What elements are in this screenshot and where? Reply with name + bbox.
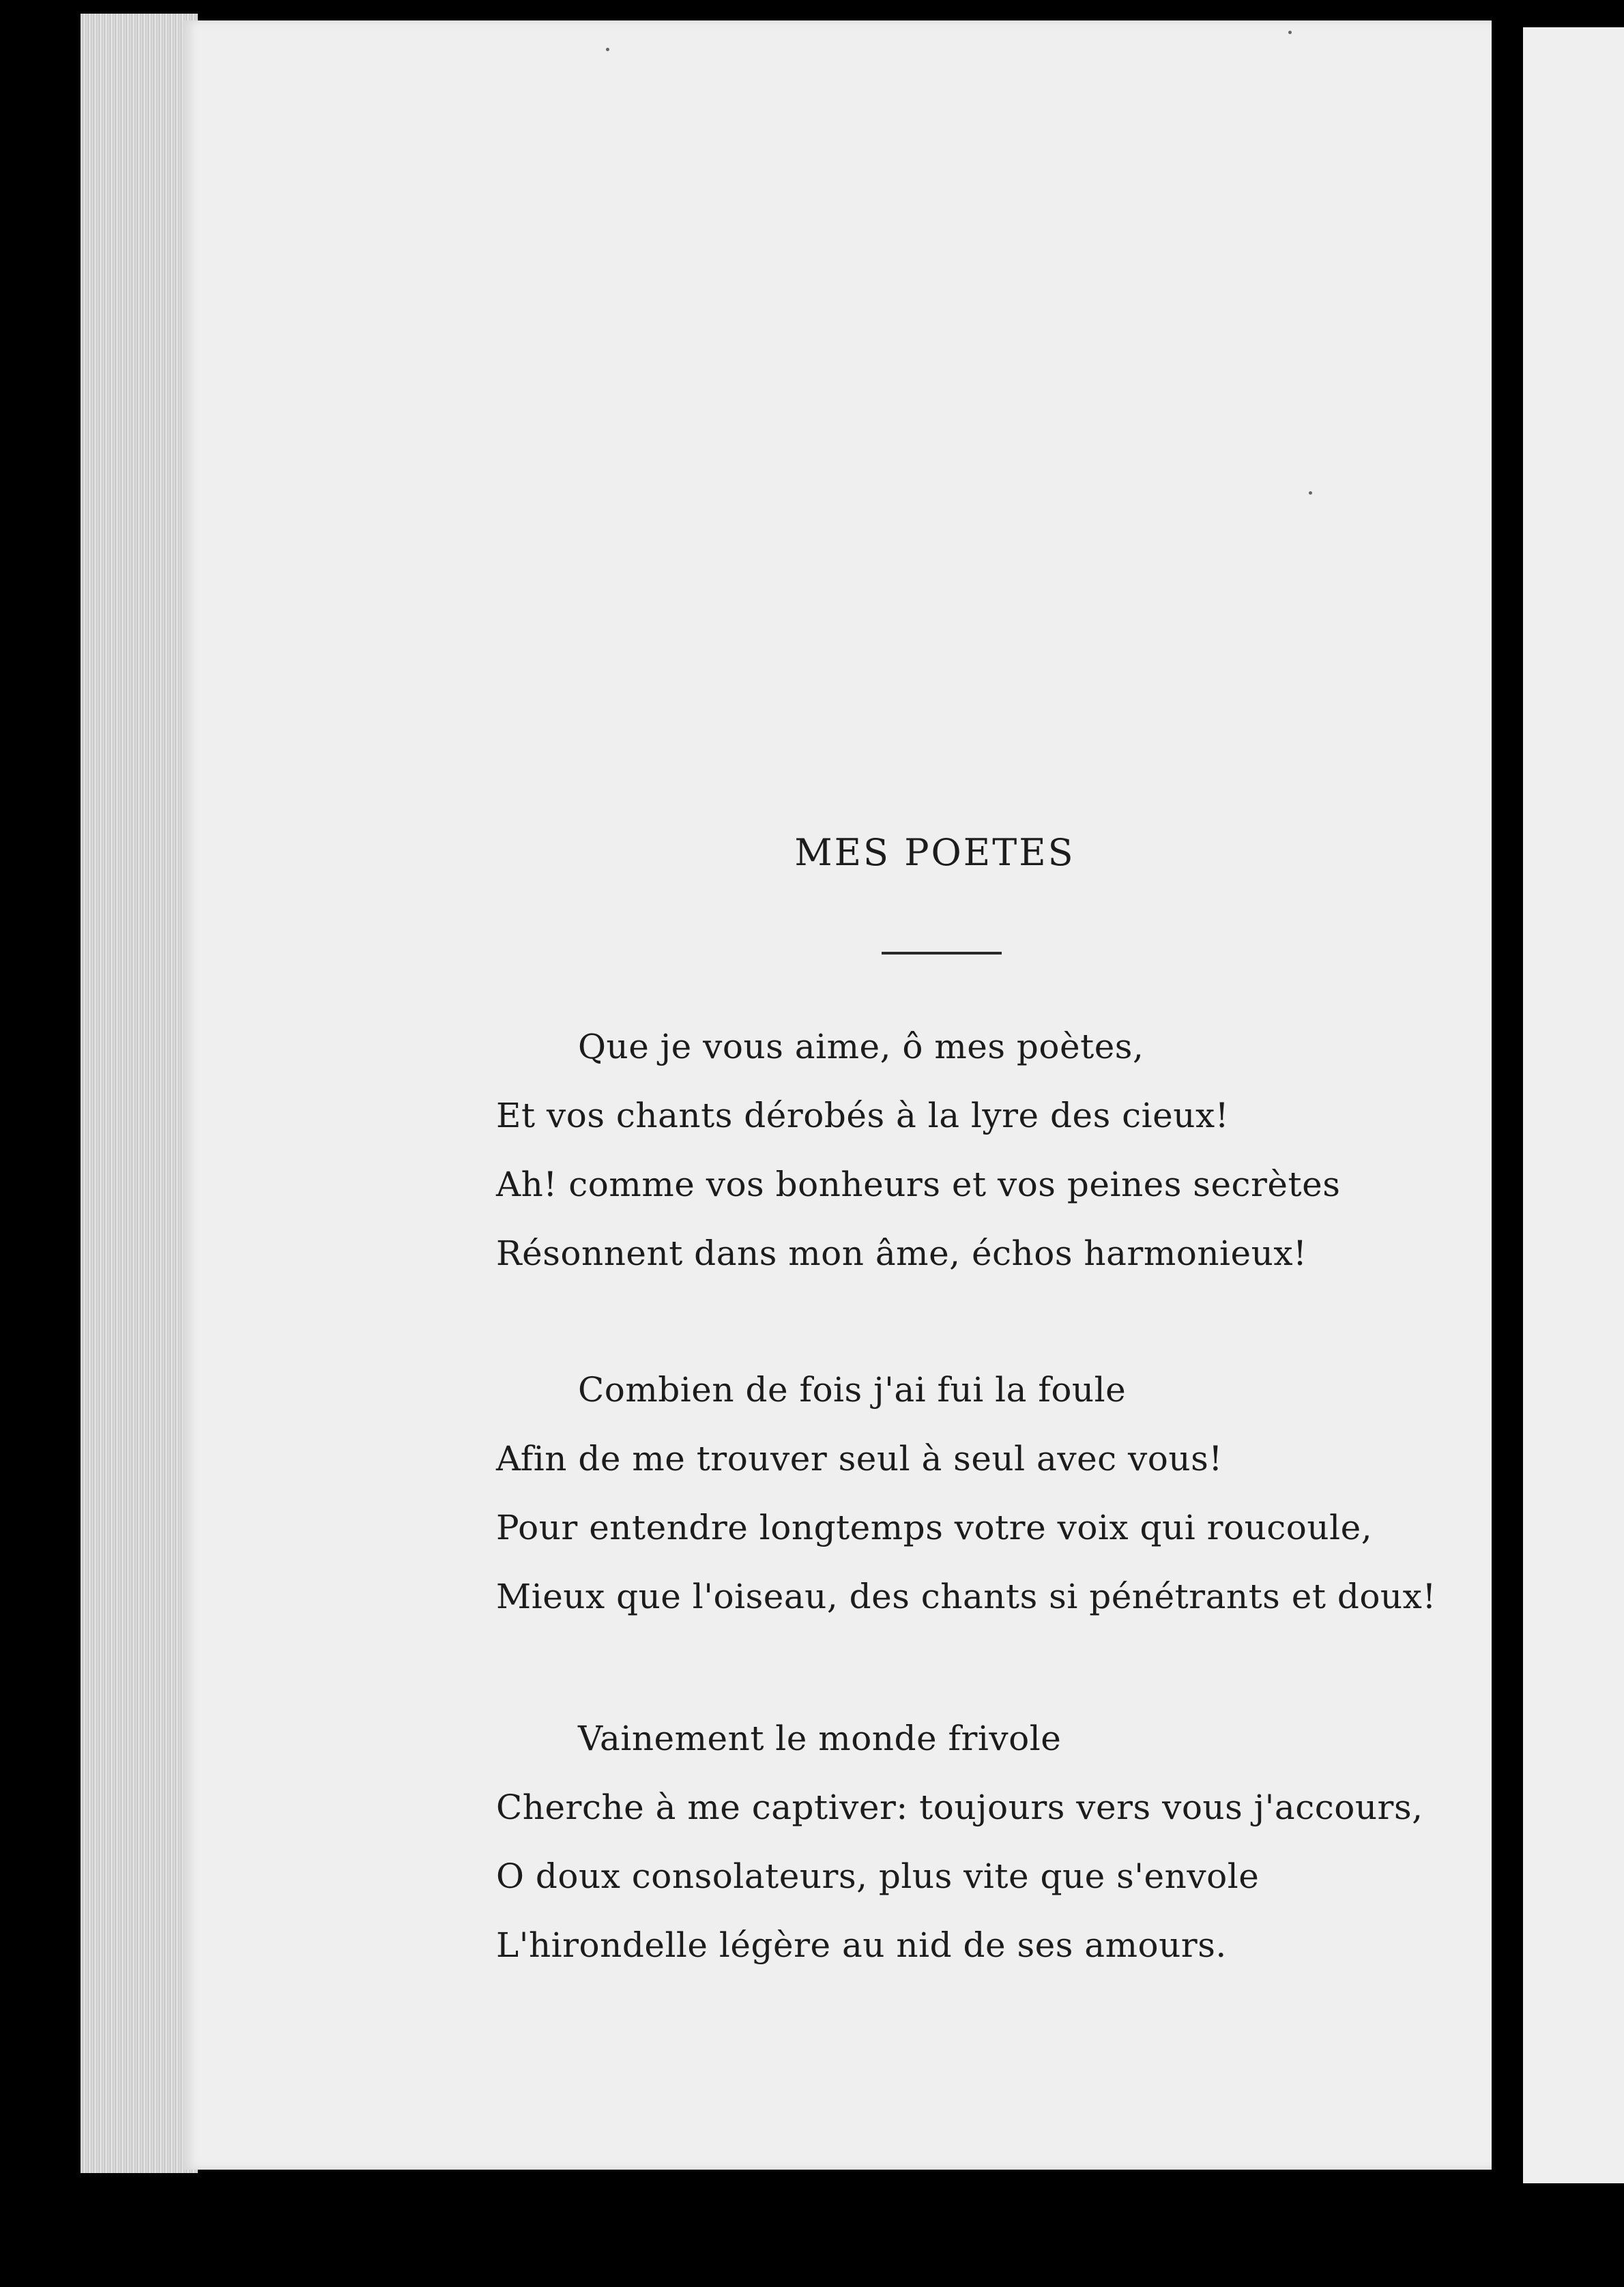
verse-line: Cherche à me captiver: toujours vers vous j'accours, xyxy=(496,1788,1423,1827)
poem-title: MES POETES xyxy=(794,831,1075,874)
verse-line: Afin de me trouver seul à seul avec vous! xyxy=(496,1439,1223,1478)
stanza-3 xyxy=(496,1704,1451,1980)
stanza-2 xyxy=(496,1356,1451,1631)
verse-line: O doux consolateurs, plus vite que s'envole xyxy=(496,1856,1260,1896)
title-rule xyxy=(882,952,1002,955)
verse-line: Résonnent dans mon âme, échos harmonieux! xyxy=(496,1234,1307,1273)
verse-line: Vainement le monde frivole xyxy=(578,1719,1062,1758)
verse-line: Pour entendre longtemps votre voix qui roucoule, xyxy=(496,1508,1373,1547)
verse-line: Et vos chants dérobés à la lyre des cieux! xyxy=(496,1096,1230,1135)
verse-line: Combien de fois j'ai fui la foule xyxy=(578,1370,1127,1410)
ink-speck xyxy=(1309,491,1312,495)
book-page-edges xyxy=(81,14,198,2173)
verse-line: Ah! comme vos bonheurs et vos peines secrètes xyxy=(496,1165,1341,1204)
ink-speck xyxy=(1288,31,1292,34)
stanza-1 xyxy=(496,1013,1451,1288)
verse-line: Mieux que l'oiseau, des chants si pénétrants et doux! xyxy=(496,1577,1436,1616)
verse-line: Que je vous aime, ô mes poètes, xyxy=(578,1027,1144,1066)
verse-line: L'hirondelle légère au nid de ses amours. xyxy=(496,1925,1227,1965)
adjacent-page xyxy=(1523,27,1624,2183)
ink-speck xyxy=(606,48,609,51)
